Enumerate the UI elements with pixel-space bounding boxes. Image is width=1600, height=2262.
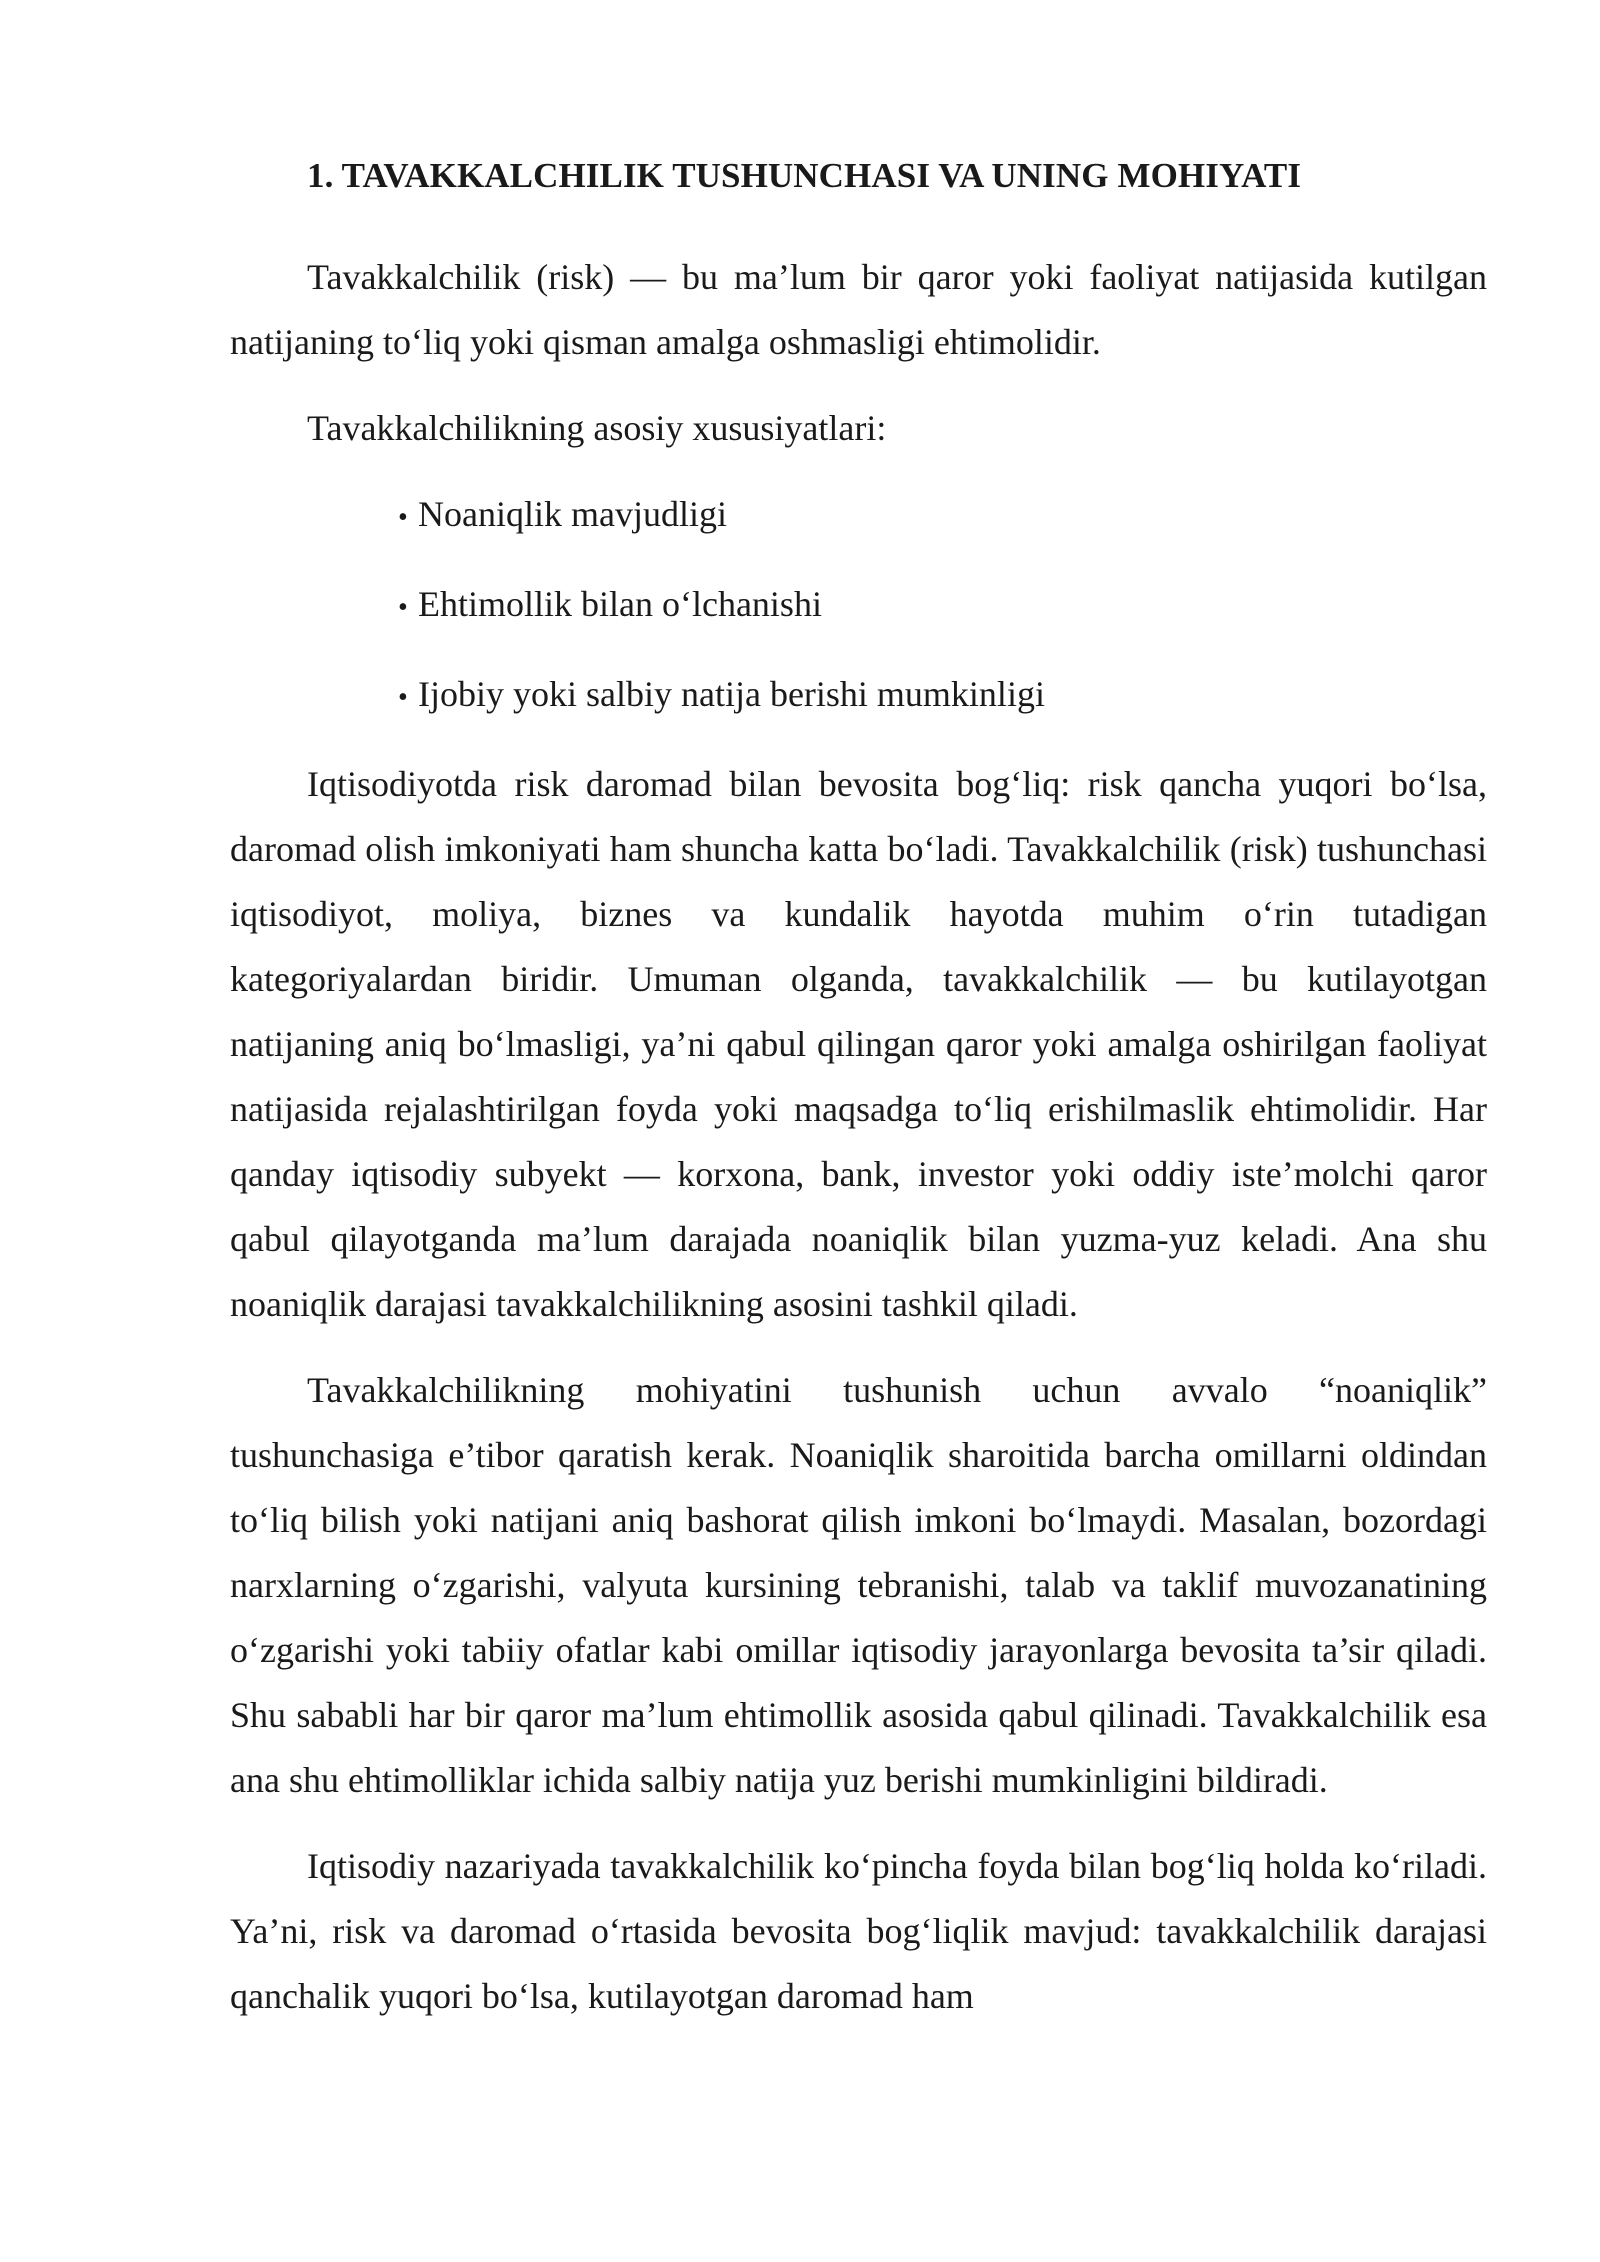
list-item xyxy=(230,482,1487,550)
bullet-icon: • xyxy=(398,592,408,623)
features-list xyxy=(230,482,1487,730)
body-paragraph: Iqtisodiy nazariyada tavakkalchilik ko‘pincha foyda bilan bog‘liq holda ko‘riladi. Ya’ni, risk va daromad o‘rtasida bevosita bog‘liqlik mavjud: tavakkalchilik darajasi qanchalik yuqori bo‘lsa, kutilayotgan daromad ham xyxy=(230,1846,1487,2016)
list-item xyxy=(230,572,1487,640)
body-paragraph: Iqtisodiyotda risk daromad bilan bevosita bog‘liq: risk qancha yuqori bo‘lsa, daromad olish imkoniyati ham shuncha katta bo‘ladi. Tavakkalchilik (risk) tushunchasi iqtisodiyot, moliya, biznes va kundalik hayotda muhim o‘rin tutadigan kategoriyalardan biridir. Umuman olganda, tavakkalchilik — bu kutilayotgan natijaning aniq bo‘lmasligi, ya’ni qabul qilingan qaror yoki amalga oshirilgan faoliyat natijasida rejalashtirilgan foyda yoki maqsadga to‘liq erishilmaslik ehtimolidir. Har qanday iqtisodiy subyekt — korxona, bank, investor yoki oddiy iste’molchi qaror qabul qilayotganda ma’lum darajada noaniqlik bilan yuzma-yuz keladi. Ana shu noaniqlik darajasi tavakkalchilikning asosini tashkil qiladi. xyxy=(230,764,1487,1324)
bullet-icon: • xyxy=(398,682,408,713)
list-item-text: Ehtimollik bilan o‘lchanishi xyxy=(418,584,822,624)
definition-paragraph: Tavakkalchilik (risk) — bu ma’lum bir qaror yoki faoliyat natijasida kutilgan natijaning to‘liq yoki qisman amalga oshmasligi ehtimolidir. xyxy=(230,257,1487,362)
list-item-text: Noaniqlik mavjudligi xyxy=(418,494,727,534)
features-intro: Tavakkalchilikning asosiy xususiyatlari: xyxy=(307,408,887,448)
bullet-icon: • xyxy=(398,502,408,533)
list-item-text: Ijobiy yoki salbiy natija berishi mumkinligi xyxy=(418,674,1045,714)
section-heading: 1. TAVAKKALCHILIK TUSHUNCHASI VA UNING MOHIYATI xyxy=(307,156,1302,195)
body-paragraph: Tavakkalchilikning mohiyatini tushunish uchun avvalo “noaniqlik” tushunchasiga e’tibor qaratish kerak. Noaniqlik sharoitida barcha omillarni oldindan to‘liq bilish yoki natijani aniq bashorat qilish imkoni bo‘lmaydi. Masalan, bozordagi narxlarning o‘zgarishi, valyuta kursining tebranishi, talab va taklif muvozanatining o‘zgarishi yoki tabiiy ofatlar kabi omillar iqtisodiy jarayonlarga bevosita ta’sir qiladi. Shu sababli har bir qaror ma’lum ehtimollik asosida qabul qilinadi. Tavakkalchilik esa ana shu ehtimolliklar ichida salbiy natija yuz berishi mumkinligini bildiradi. xyxy=(230,1370,1487,1800)
document-page xyxy=(230,150,1487,2050)
list-item xyxy=(230,662,1487,730)
